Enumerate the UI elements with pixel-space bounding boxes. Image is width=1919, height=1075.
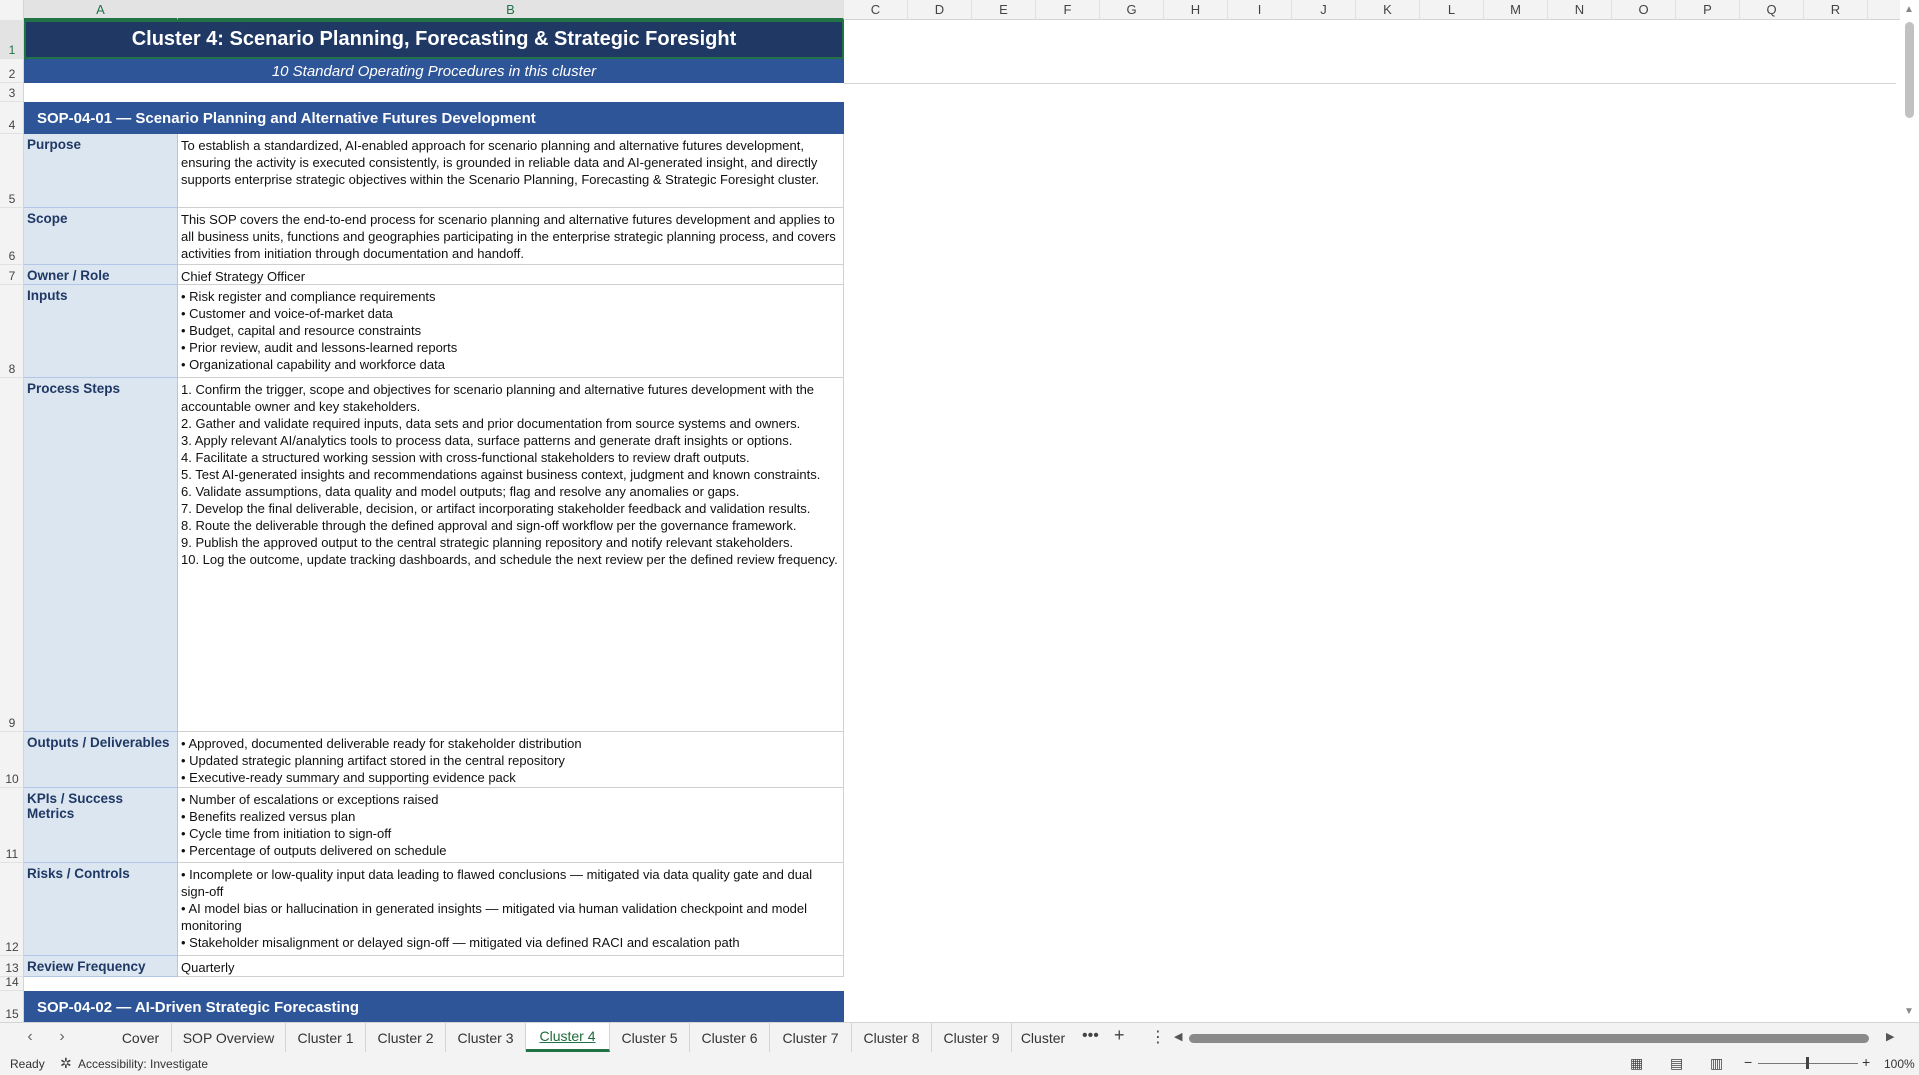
cell-grid xyxy=(24,20,1900,1022)
label-outputs[interactable]: Outputs / Deliverables xyxy=(24,732,178,788)
sheet-tabs-bar xyxy=(0,1022,1919,1052)
sheet-tab-label: Cluster 9 xyxy=(943,1029,1000,1046)
sheet-tab-cluster-9[interactable] xyxy=(932,1023,1012,1052)
subtitle-cell[interactable]: 10 Standard Operating Procedures in this cluster xyxy=(24,59,844,83)
sheet-tab-cluster-3[interactable] xyxy=(446,1023,526,1052)
vertical-scrollbar[interactable] xyxy=(1900,0,1919,1022)
more-sheets-icon[interactable]: ••• xyxy=(1082,1027,1099,1044)
zoom-out-icon[interactable]: − xyxy=(1744,1054,1753,1070)
sheet-tab-label: Cluster xyxy=(1020,1029,1066,1046)
sheet-tab-label: SOP Overview xyxy=(182,1029,275,1046)
value-risks[interactable]: • Incomplete or low-quality input data leading to flawed conclusions — mitigated via data quality gate and dual sign-off • AI model bias or hallucination in generated insights — mitigated via human validation checkpoint and model monitoring • Stakeholder misalignment or delayed sign-off — mitigated via defined RACI and escalation path xyxy=(178,863,844,956)
sheet-tab-sop-overview[interactable] xyxy=(172,1023,286,1052)
label-kpis[interactable]: KPIs / Success Metrics xyxy=(24,788,178,863)
column-header-a[interactable]: A xyxy=(24,0,178,20)
accessibility-status[interactable]: Accessibility: Investigate xyxy=(78,1057,209,1071)
next-sheet-icon[interactable]: › xyxy=(59,1028,65,1045)
scroll-down-arrow-icon[interactable]: ▼ xyxy=(1904,1006,1914,1017)
value-purpose[interactable]: To establish a standardized, AI-enabled approach for scenario planning and alternative futures development, ensuring the activity is executed consistently, is grounded in reliable data and AI-generated insight, and directly supports enterprise strategic objectives within the Scenario Planning, Forecasting & Strategic Foresight cluster. xyxy=(178,134,844,208)
vertical-scroll-thumb[interactable] xyxy=(1905,22,1914,118)
row-header-15[interactable]: 15 xyxy=(0,991,24,1022)
column-header-r[interactable]: R xyxy=(1804,0,1868,20)
sheet-tab-label: Cover xyxy=(121,1029,160,1046)
column-header-bar xyxy=(0,0,1900,20)
page-break-view-icon[interactable]: ▥ xyxy=(1710,1055,1724,1071)
normal-view-icon[interactable]: ▦ xyxy=(1630,1055,1644,1071)
sheet-tab-label: Cluster 1 xyxy=(297,1029,354,1046)
sheet-tab-cluster-6[interactable] xyxy=(690,1023,770,1052)
row-2-border xyxy=(844,83,1896,84)
row-header-12[interactable]: 12 xyxy=(0,863,24,956)
row-header-3[interactable]: 3 xyxy=(0,83,24,102)
value-owner[interactable]: Chief Strategy Officer xyxy=(178,265,844,285)
sop-header-1[interactable]: SOP-04-01 — Scenario Planning and Alternative Futures Development xyxy=(24,102,844,134)
value-outputs[interactable]: • Approved, documented deliverable ready for stakeholder distribution • Updated strategic planning artifact stored in the central repository • Executive-ready summary and supporting evidence pack xyxy=(178,732,844,788)
row-header-13[interactable]: 13 xyxy=(0,956,24,977)
column-header-h[interactable]: H xyxy=(1164,0,1228,20)
row-header-9[interactable]: 9 xyxy=(0,378,24,732)
value-inputs[interactable]: • Risk register and compliance requirements • Customer and voice-of-market data • Budget, capital and resource constraints • Prior review, audit and lessons-learned reports • Organizational capability and workforce data xyxy=(178,285,844,378)
column-header-f[interactable]: F xyxy=(1036,0,1100,20)
row-header-8[interactable]: 8 xyxy=(0,285,24,378)
status-bar xyxy=(0,1052,1919,1075)
value-process-steps[interactable]: 1. Confirm the trigger, scope and objectives for scenario planning and alternative futures development with the accountable owner and key stakeholders. 2. Gather and validate required inputs, data sets and prior documentation from source systems and owners. 3. Apply relevant AI/analytics tools to process data, surface patterns and generate draft insights or options. 4. Facilitate a structured working session with cross-functional stakeholders to review draft outputs. 5. Test AI-generated insights and recommendations against business context, judgment and known constraints. 6. Validate assumptions, data quality and model outputs; flag and resolve any anomalies or gaps. 7. Develop the final deliverable, decision, or artifact incorporating stakeholder feedback and validation results. 8. Route the deliverable through the defined approval and sign-off workflow per the governance framework. 9. Publish the approved output to the central strategic planning repository and notify relevant stakeholders. 10. Log the outcome, update tracking dashboards, and schedule the next review per the defined review frequency. xyxy=(178,378,844,732)
row-header-7[interactable]: 7 xyxy=(0,265,24,285)
row-header-6[interactable]: 6 xyxy=(0,208,24,265)
page-layout-view-icon[interactable]: ▤ xyxy=(1670,1055,1684,1071)
zoom-slider-knob[interactable] xyxy=(1806,1057,1809,1069)
label-process-steps[interactable]: Process Steps xyxy=(24,378,178,732)
sheet-tab-cover[interactable] xyxy=(110,1023,172,1052)
label-review-frequency[interactable]: Review Frequency xyxy=(24,956,178,977)
column-header-e[interactable]: E xyxy=(972,0,1036,20)
column-header-i[interactable]: I xyxy=(1228,0,1292,20)
column-header-m[interactable]: M xyxy=(1484,0,1548,20)
scroll-up-arrow-icon[interactable]: ▲ xyxy=(1904,4,1914,15)
sheet-tab-label: Cluster 7 xyxy=(782,1029,839,1046)
add-sheet-icon[interactable]: + xyxy=(1114,1025,1125,1045)
column-header-d[interactable]: D xyxy=(908,0,972,20)
scroll-left-arrow-icon[interactable]: ◀ xyxy=(1174,1031,1183,1043)
options-kebab-icon[interactable]: ⋮ xyxy=(1150,1029,1166,1046)
row-header-14[interactable]: 14 xyxy=(0,977,24,991)
select-all-corner[interactable] xyxy=(0,0,24,20)
sheet-tab-cluster-4[interactable] xyxy=(526,1023,610,1052)
sheet-tab-label: Cluster 3 xyxy=(457,1029,514,1046)
row-header-5[interactable]: 5 xyxy=(0,134,24,208)
label-inputs[interactable]: Inputs xyxy=(24,285,178,378)
zoom-in-icon[interactable]: + xyxy=(1862,1054,1871,1070)
value-review-frequency[interactable]: Quarterly xyxy=(178,956,844,977)
row-header-10[interactable]: 10 xyxy=(0,732,24,788)
column-header-k[interactable]: K xyxy=(1356,0,1420,20)
sheet-tab-cluster-5[interactable] xyxy=(610,1023,690,1052)
sheet-tab-label: Cluster 2 xyxy=(377,1029,434,1046)
sheet-tab-cluster-7[interactable] xyxy=(770,1023,852,1052)
row-header-11[interactable]: 11 xyxy=(0,788,24,863)
column-header-p[interactable]: P xyxy=(1676,0,1740,20)
column-header-n[interactable]: N xyxy=(1548,0,1612,20)
horizontal-scroll-thumb[interactable] xyxy=(1189,1034,1869,1043)
column-header-c[interactable]: C xyxy=(844,0,908,20)
column-header-o[interactable]: O xyxy=(1612,0,1676,20)
label-risks[interactable]: Risks / Controls xyxy=(24,863,178,956)
scroll-right-arrow-icon[interactable]: ▶ xyxy=(1886,1031,1895,1043)
column-header-g[interactable]: G xyxy=(1100,0,1164,20)
label-scope[interactable]: Scope xyxy=(24,208,178,265)
column-header-l[interactable]: L xyxy=(1420,0,1484,20)
label-owner[interactable]: Owner / Role xyxy=(24,265,178,285)
status-ready: Ready xyxy=(10,1057,45,1071)
accessibility-icon[interactable]: ✲ xyxy=(60,1055,72,1071)
prev-sheet-icon[interactable]: ‹ xyxy=(27,1028,33,1045)
sheet-tab-label: Cluster 5 xyxy=(621,1029,678,1046)
value-scope[interactable]: This SOP covers the end-to-end process for scenario planning and alternative futures development and applies to all business units, functions and geographies participating in the enterprise strategic planning process, and covers activities from initiation through documentation and handoff. xyxy=(178,208,844,265)
sheet-tab-cluster-8[interactable] xyxy=(852,1023,932,1052)
label-purpose[interactable]: Purpose xyxy=(24,134,178,208)
zoom-level[interactable]: 100% xyxy=(1884,1057,1915,1071)
sop-header-2[interactable]: SOP-04-02 — AI-Driven Strategic Forecasting xyxy=(24,991,844,1022)
sheet-tab-label: Cluster 8 xyxy=(863,1029,920,1046)
sheet-tab-label: Cluster 4 xyxy=(539,1028,596,1044)
column-header-q[interactable]: Q xyxy=(1740,0,1804,20)
sheet-tab-cluster-2[interactable] xyxy=(366,1023,446,1052)
sheet-tab-label: Cluster 6 xyxy=(701,1029,758,1046)
row-header-2[interactable]: 2 xyxy=(0,59,24,83)
sheet-tab-cluster-10[interactable] xyxy=(1012,1023,1074,1052)
column-header-j[interactable]: J xyxy=(1292,0,1356,20)
sheet-tab-cluster-1[interactable] xyxy=(286,1023,366,1052)
row-header-bar xyxy=(0,20,24,1022)
value-kpis[interactable]: • Number of escalations or exceptions raised • Benefits realized versus plan • Cycle time from initiation to sign-off • Percentage of outputs delivered on schedule xyxy=(178,788,844,863)
row-header-1[interactable]: 1 xyxy=(0,20,24,59)
title-cell[interactable]: Cluster 4: Scenario Planning, Forecasting & Strategic Foresight xyxy=(24,20,844,59)
column-header-b[interactable]: B xyxy=(178,0,844,20)
row-header-4[interactable]: 4 xyxy=(0,102,24,134)
horizontal-scrollbar[interactable] xyxy=(1174,1031,1899,1045)
